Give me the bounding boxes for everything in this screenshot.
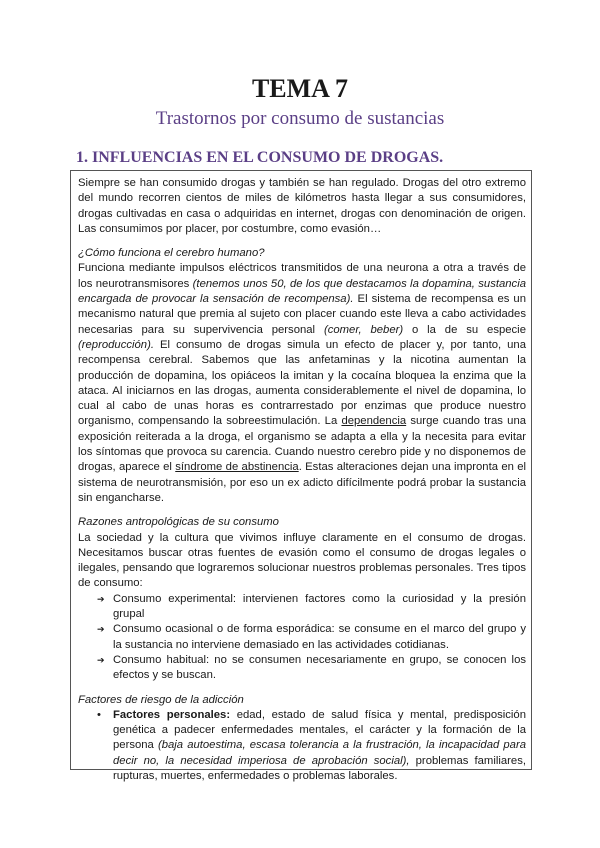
risk-factors-list <box>78 708 526 784</box>
arrow-icon: ➔ <box>97 593 105 604</box>
consumption-types-list <box>78 592 526 684</box>
brain-question: ¿Cómo funciona el cerebro humano? <box>78 247 265 260</box>
risk-heading: Factores de riesgo de la adicción <box>78 693 244 706</box>
section-heading: 1. INFLUENCIAS EN EL CONSUMO DE DROGAS. <box>76 149 444 166</box>
list-item: ➔ Consumo habitual: no se consumen necesariamente en grupo, se conocen los efectos y se buscan. <box>97 653 526 682</box>
list-item: • Factores personales: edad, estado de salud física y mental, predisposición genética a padecer enfermedades mentales, el carácter y la formación de la persona (baja autoestima, escasa tolerancia a la frustración, la incapacidad para decir no, la necesidad imperiosa de aprobación social), problemas familiares, rupturas, muertes, enfermedades o problemas laborales. <box>97 708 526 782</box>
dependencia-term: dependencia <box>341 415 407 428</box>
content-box <box>70 170 532 782</box>
anthro-paragraph: La sociedad y la cultura que vivimos influye claramente en el consumo de drogas. Necesitamos buscar otras fuentes de evasión como el consumo de drogas legales o ilegales, pensando que lograremos solucionar nuestros problemas personales. Tres tipos de consumo: <box>78 531 526 590</box>
abstinencia-term: síndrome de abstinencia <box>175 461 299 474</box>
brain-paragraph: Funciona mediante impulsos eléctricos transmitidos de una neurona a otra a través de los neurotransmisores (tenemos unos 50, de los que destacamos la dopamina, sustancia encargada de provocar la sensación de recompensa). El sistema de recompensa es un mecanismo natural que premia al sujeto con placer cuando este lleva a cabo actividades necesarias para su supervivencia personal (comer, beber) o la de su especie (reproducción). El consumo de drogas simula un efecto de placer y, por tanto, una recompensa cerebral. Sabemos que las anfetaminas y la nicotina aumentan la producción de dopamina, los opiáceos la imitan y la cocaína bloquea la enzima que la ataca. Al iniciarnos en las drogas, aumenta considerablemente el nivel de dopamina, lo cual al cabo de unas horas es contrarrestado por enzimas que produce nuestro organismo, compensando la sobreestimulación. La dependencia surge cuando tras una exposición reiterada a la droga, el organismo se adapta a ella y la necesita para evitar los síntomas que provoca su carencia. Cuando nuestro cerebro pide y no disponemos de drogas, aparece el síndrome de abstinencia. Estas alteraciones dejan una impronta en el sistema de neurotransmisión, por eso un ex adicto difícilmente podrá probar la sustancia sin engancharse. <box>78 262 527 504</box>
arrow-icon: ➔ <box>97 624 105 635</box>
bullet-icon: • <box>97 708 101 721</box>
arrow-icon: ➔ <box>97 654 105 665</box>
list-item: ➔ Consumo ocasional o de forma esporádica: se consume en el marco del grupo y la sustancia no interviene demasiado en las actividades cotidianas. <box>97 623 526 651</box>
list-item: ➔ Consumo experimental: intervienen factores como la curiosidad y la presión grupal <box>97 592 526 621</box>
page-subtitle: Trastornos por consumo de sustancias <box>155 108 445 129</box>
page-title: TEMA 7 <box>251 74 349 103</box>
intro-paragraph: Siempre se han consumido drogas y también se han regulado. Drogas del otro extremo del mundo recorren cientos de miles de kilómetros hasta llegar a sus consumidores, drogas cultivadas en casa o adquiridas en internet, drogas con denominación de origen. Las consumimos por placer, por costumbre, como evasión… <box>78 177 526 235</box>
anthro-heading: Razones antropológicas de su consumo <box>78 516 279 529</box>
